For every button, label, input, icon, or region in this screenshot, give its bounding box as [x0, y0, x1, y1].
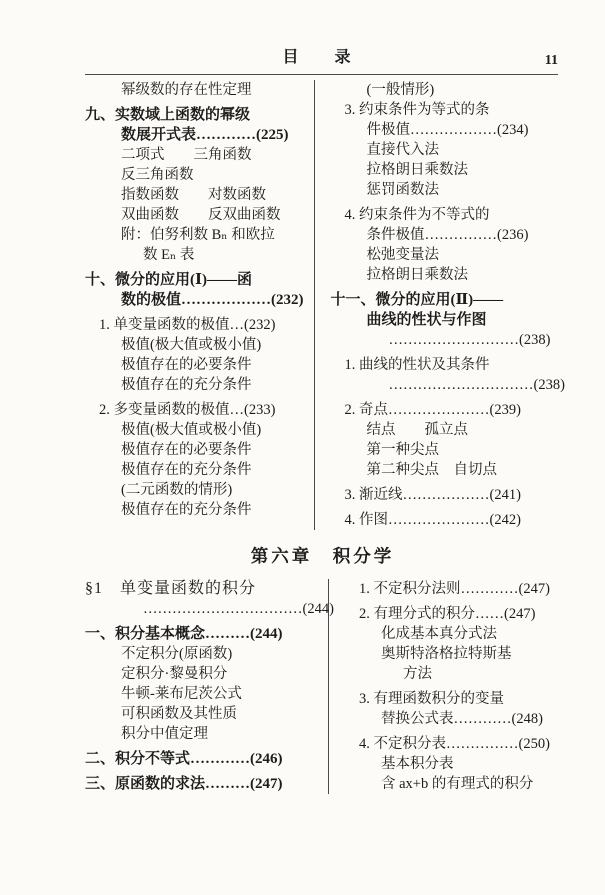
toc-content — [85, 80, 565, 794]
toc-line: 2. 有理分式的积分……(247) — [359, 606, 536, 622]
toc-line: 不定积分(原函数) — [121, 646, 233, 662]
toc-line: 件极值………………(234) — [366, 122, 529, 138]
toc-line: 极值存在的必要条件 — [121, 357, 252, 373]
toc-line: 3. 渐近线………………(241) — [344, 487, 521, 503]
toc-line: 十一、微分的应用(Ⅱ)—— — [330, 292, 504, 308]
toc-line: 条件极值……………(236) — [366, 227, 529, 243]
toc-line: 惩罚函数法 — [366, 182, 439, 198]
toc-line: 4. 作图…………………(242) — [344, 512, 521, 528]
toc-line: 二项式 三角函数 — [121, 147, 252, 163]
toc-line: 极值存在的充分条件 — [121, 462, 252, 478]
toc-line: 附：伯努利数 Bₙ 和欧拉 — [121, 227, 275, 243]
toc-line: 二、积分不等式…………(246) — [85, 751, 283, 767]
toc-line: 拉格朗日乘数法 — [366, 162, 468, 178]
toc-line: 含 ax+b 的有理式的积分 — [381, 776, 534, 792]
toc-line: 1. 曲线的性状及其条件 — [344, 357, 490, 373]
toc-line: 牛顿-莱布尼茨公式 — [121, 686, 242, 702]
toc-line: 极值存在的充分条件 — [121, 502, 252, 518]
toc-line: 反三角函数 — [121, 167, 194, 183]
toc-line: 幂级数的存在性定理 — [121, 82, 252, 98]
toc-line: 1. 单变量函数的极值…(232) — [99, 317, 276, 333]
toc-line: 第一种尖点 — [366, 442, 439, 458]
toc-line: 数展开式表…………(225) — [121, 127, 289, 143]
chapter-heading: 第六章 积分学 — [250, 546, 395, 566]
toc-line: ………………………(238) — [388, 332, 551, 348]
toc-top-right-column — [315, 80, 565, 530]
toc-line: ……………………………(244) — [143, 601, 334, 617]
toc-bottom-left-column — [85, 579, 334, 794]
toc-line: 化成基本真分式法 — [381, 626, 497, 642]
toc-bottom-right-column — [329, 579, 560, 794]
toc-line: 极值(极大值或极小值) — [121, 422, 262, 438]
page-number: 11 — [544, 53, 558, 68]
page-title: 目 录 — [282, 49, 361, 66]
toc-line: 3. 约束条件为等式的条 — [344, 102, 490, 118]
toc-line: 曲线的性状与作图 — [366, 312, 487, 328]
toc-line: (二元函数的情形) — [121, 482, 233, 498]
toc-line: 极值存在的充分条件 — [121, 377, 252, 393]
toc-line: 1. 不定积分法则…………(247) — [359, 581, 550, 597]
toc-top-left-column — [85, 80, 315, 530]
toc-line: 一、积分基本概念………(244) — [85, 626, 283, 642]
toc-line: 松弛变量法 — [366, 247, 439, 263]
toc-line: 极值(极大值或极小值) — [121, 337, 262, 353]
toc-line: 基本积分表 — [381, 756, 454, 772]
toc-top-section — [85, 80, 565, 530]
toc-line: …………………………(238) — [388, 377, 565, 393]
toc-line: 双曲函数 反双曲函数 — [121, 207, 281, 223]
toc-line: 拉格朗日乘数法 — [366, 267, 468, 283]
toc-line: §1 单变量函数的积分 — [85, 580, 257, 597]
toc-line: 2. 奇点…………………(239) — [344, 402, 521, 418]
toc-line: (一般情形) — [366, 82, 435, 98]
toc-line: 极值存在的必要条件 — [121, 442, 252, 458]
toc-line: 积分中值定理 — [121, 726, 208, 742]
toc-line: 九、实数域上函数的幂级 — [85, 107, 251, 123]
toc-line: 数的极值………………(232) — [121, 292, 304, 308]
toc-bottom-section — [85, 579, 560, 794]
toc-line: 替换公式表…………(248) — [381, 711, 543, 727]
toc-line: 可积函数及其性质 — [121, 706, 237, 722]
toc-line: 直接代入法 — [366, 142, 439, 158]
toc-line: 4. 不定积分表……………(250) — [359, 736, 550, 752]
toc-line: 三、原函数的求法………(247) — [85, 776, 283, 792]
toc-line: 第二种尖点 自切点 — [366, 462, 497, 478]
toc-line: 结点 孤立点 — [366, 422, 468, 438]
toc-line: 数 Eₙ 表 — [143, 247, 195, 263]
toc-line: 指数函数 对数函数 — [121, 187, 266, 203]
page-header — [85, 44, 558, 75]
toc-line: 定积分·黎曼积分 — [121, 666, 228, 682]
toc-line: 十、微分的应用(Ⅰ)——函 — [85, 272, 253, 288]
toc-line: 方法 — [403, 666, 432, 682]
toc-line: 奥斯特洛格拉特斯基 — [381, 646, 512, 662]
toc-line: 3. 有理函数积分的变量 — [359, 691, 504, 707]
toc-line: 4. 约束条件为不等式的 — [344, 207, 490, 223]
toc-line: 2. 多变量函数的极值…(233) — [99, 402, 276, 418]
